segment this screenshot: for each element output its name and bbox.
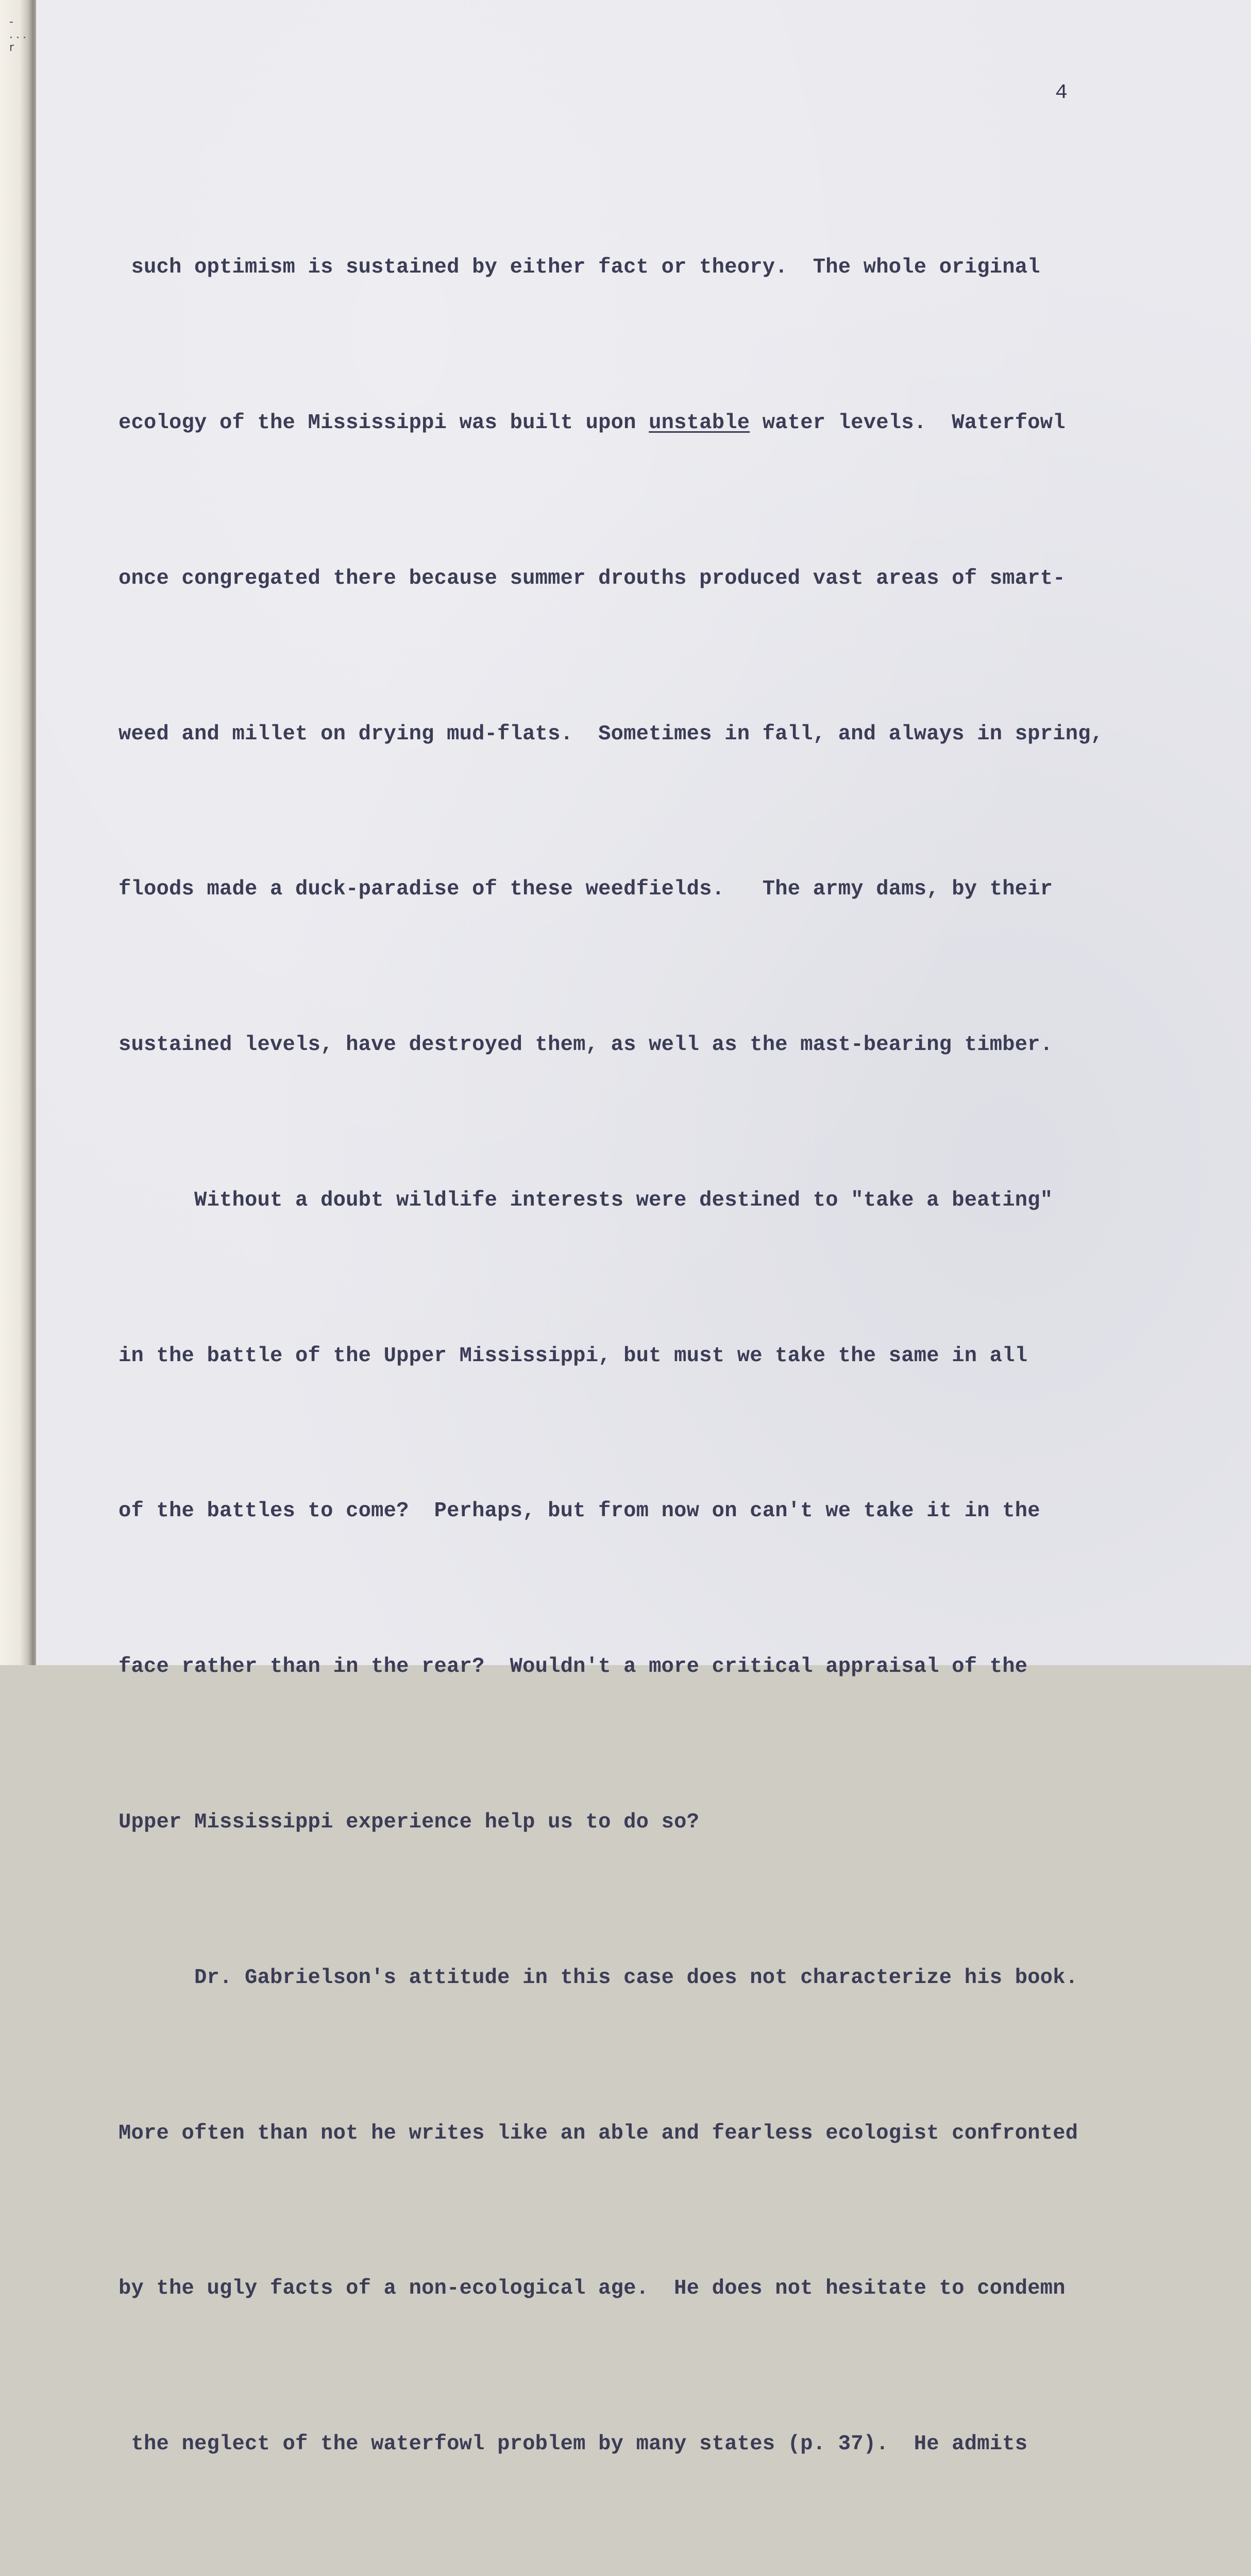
text-line: floods made a duck-paradise of these weedfields. The army dams, by their: [119, 877, 1053, 902]
text-line: Dr. Gabrielson's attitude in this case does not characterize his book.: [119, 1965, 1078, 1990]
text-line: More often than not he writes like an able and fearless ecologist confronted: [119, 2121, 1078, 2145]
text-line: such optimism is sustained by either fact or theory. The whole original: [119, 256, 1040, 280]
text-line: face rather than in the rear? Wouldn't a more critical appraisal of the: [119, 1655, 1028, 1679]
body-text: [119, 138, 1211, 2576]
text-line: of the battles to come? Perhaps, but from now on can't we take it in the: [119, 1499, 1040, 1523]
text-line: the neglect of the waterfowl problem by many states (p. 37). He admits: [119, 2432, 1028, 2456]
text-line: once congregated there because summer drouths produced vast areas of smart-: [119, 566, 1066, 590]
text-line: Upper Mississippi experience help us to do so?: [119, 1810, 700, 1834]
text-line: [119, 397, 1211, 449]
page-binding-edge: [0, 0, 36, 1665]
text-segment: water levels. Waterfowl: [750, 411, 1066, 435]
margin-marks: - ... r: [9, 15, 29, 54]
text-segment: ecology of the Mississippi was built upon: [119, 411, 649, 435]
text-line: weed and millet on drying mud-flats. Sometimes in fall, and always in spring,: [119, 722, 1104, 746]
underlined-word: unstable: [649, 411, 750, 435]
text-line: sustained levels, have destroyed them, as well as the mast-bearing timber.: [119, 1033, 1053, 1057]
text-line: Without a doubt wildlife interests were destined to "take a beating": [119, 1188, 1053, 1212]
text-line: by the ugly facts of a non-ecological age. He does not hesitate to condemn: [119, 2277, 1066, 2301]
text-line: in the battle of the Upper Mississippi, but must we take the same in all: [119, 1344, 1028, 1368]
text-line: [119, 2574, 1211, 2576]
page-number: 4: [1055, 81, 1068, 105]
typewritten-page: [36, 0, 1251, 2456]
